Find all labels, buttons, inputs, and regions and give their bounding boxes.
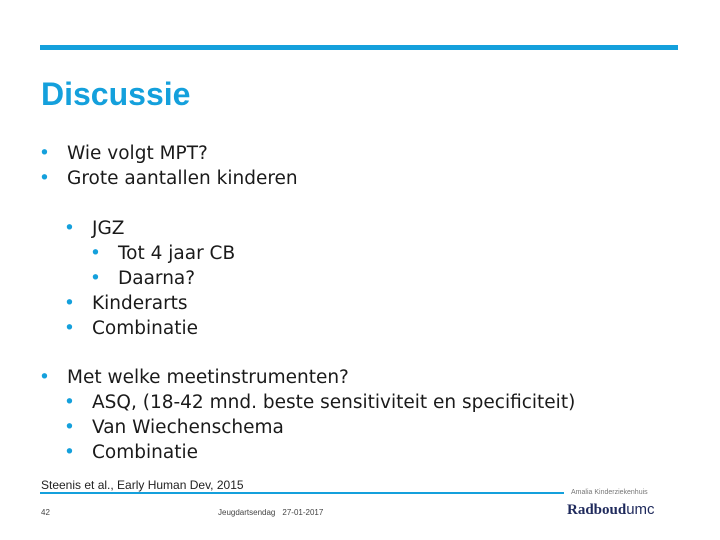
spacer bbox=[30, 191, 690, 216]
bullet-item bbox=[30, 390, 690, 415]
event-date: 27-01-2017 bbox=[282, 508, 324, 517]
event-info bbox=[218, 509, 323, 517]
bullet-text: Grote aantallen kinderen bbox=[67, 168, 298, 189]
bullet-text: JGZ bbox=[92, 218, 125, 239]
citation: Steenis et al., Early Human Dev, 2015 bbox=[41, 478, 244, 492]
bullet-item bbox=[30, 316, 690, 341]
bullet-text: Van Wiechenschema bbox=[92, 417, 284, 438]
bullet-dot: • bbox=[64, 218, 75, 239]
bullet-text: ASQ, (18-42 mnd. beste sensitiviteit en specificiteit) bbox=[92, 392, 576, 413]
bullet-dot: • bbox=[64, 392, 75, 413]
bullet-dot: • bbox=[64, 417, 75, 438]
bullet-text: Met welke meetinstrumenten? bbox=[67, 367, 349, 388]
bullet-text: Wie volgt MPT? bbox=[67, 143, 208, 164]
bullet-item bbox=[30, 291, 690, 316]
bullet-dot: • bbox=[39, 367, 50, 388]
bullet-dot: • bbox=[64, 318, 75, 339]
bullet-item bbox=[30, 216, 690, 241]
bullet-item bbox=[30, 241, 690, 266]
bullet-text: Combinatie bbox=[92, 442, 198, 463]
bullet-dot: • bbox=[90, 268, 101, 289]
radboudumc-logo bbox=[567, 501, 655, 518]
bullet-dot: • bbox=[64, 293, 75, 314]
bullet-item bbox=[30, 266, 690, 291]
event-name: Jeugdartsendag bbox=[218, 508, 276, 517]
slide-body bbox=[30, 141, 690, 465]
bullet-item bbox=[30, 141, 690, 166]
logo-word-umc: umc bbox=[626, 501, 655, 518]
org-subname: Amalia Kinderziekenhuis bbox=[571, 489, 648, 496]
bullet-dot: • bbox=[64, 442, 75, 463]
footer-rule bbox=[40, 492, 564, 494]
bullet-item bbox=[30, 440, 690, 465]
bullet-text: Tot 4 jaar CB bbox=[118, 243, 236, 264]
bullet-dot: • bbox=[39, 168, 50, 189]
spacer bbox=[30, 341, 690, 365]
bullet-text: Combinatie bbox=[92, 318, 198, 339]
bullet-dot: • bbox=[39, 143, 50, 164]
bullet-text: Daarna? bbox=[118, 268, 196, 289]
bullet-dot: • bbox=[90, 243, 101, 264]
logo-word-radboud: Radboud bbox=[567, 502, 627, 518]
page-number: 42 bbox=[41, 508, 50, 517]
bullet-item bbox=[30, 415, 690, 440]
bullet-text: Kinderarts bbox=[92, 293, 188, 314]
slide-title: Discussie bbox=[41, 76, 191, 112]
bullet-item bbox=[30, 166, 690, 191]
header-rule bbox=[40, 45, 678, 50]
bullet-item bbox=[30, 365, 690, 390]
